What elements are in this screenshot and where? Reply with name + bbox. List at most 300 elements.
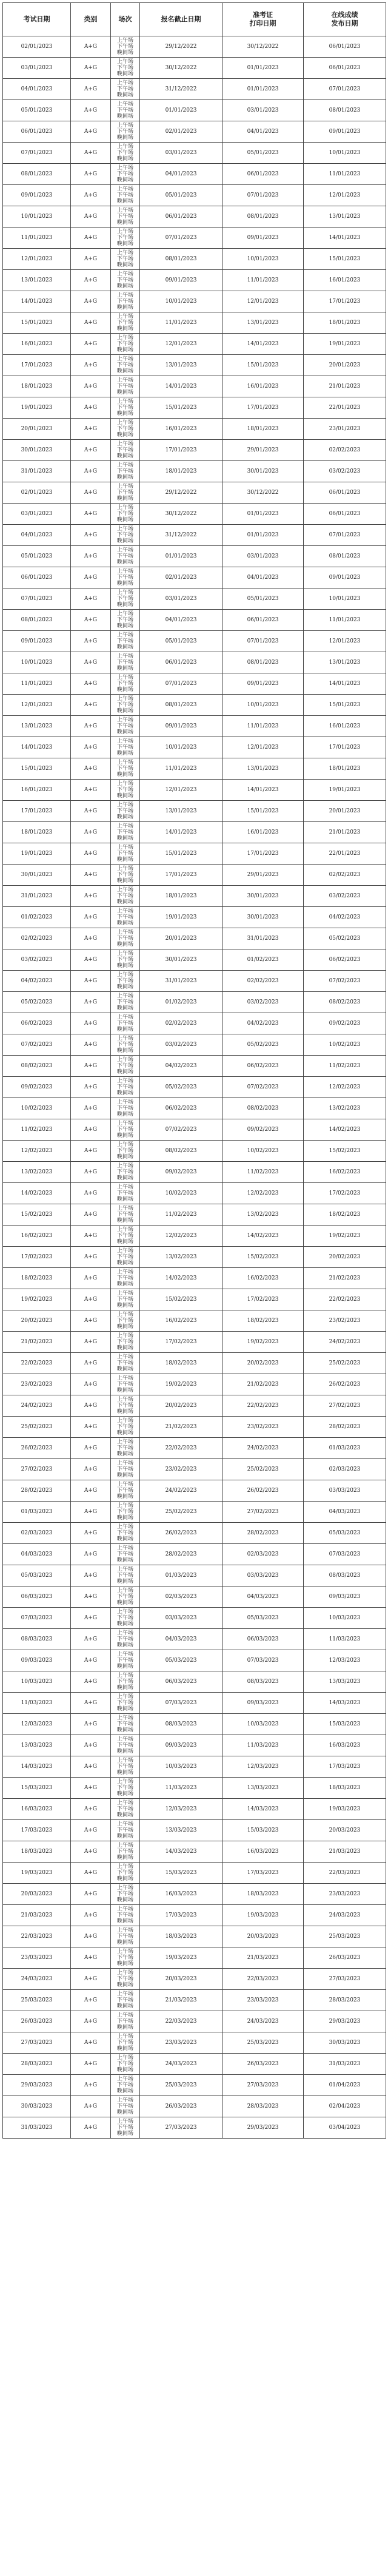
- admission-ticket-print-date-cell: 23/03/2023: [222, 1990, 304, 2011]
- table-row: [3, 206, 386, 228]
- admission-ticket-print-date-cell: 30/01/2023: [222, 461, 304, 482]
- category-cell: A+G: [71, 1077, 111, 1098]
- registration-deadline-cell: 04/01/2023: [140, 610, 222, 631]
- registration-deadline-cell: 05/03/2023: [140, 1650, 222, 1671]
- category-cell: A+G: [71, 758, 111, 780]
- table-row: [3, 567, 386, 588]
- registration-deadline-cell: 19/01/2023: [140, 907, 222, 928]
- online-results-release-date-cell: 17/01/2023: [304, 737, 386, 758]
- admission-ticket-print-date-cell: 12/03/2023: [222, 1756, 304, 1778]
- online-results-release-date-cell: 04/03/2023: [304, 1502, 386, 1523]
- registration-deadline-cell: 10/01/2023: [140, 291, 222, 312]
- admission-ticket-print-date-cell: 05/02/2023: [222, 1034, 304, 1056]
- exam-date-cell: 17/01/2023: [3, 355, 71, 376]
- registration-deadline-cell: 08/02/2023: [140, 1141, 222, 1162]
- exam-date-cell: 28/02/2023: [3, 1480, 71, 1502]
- admission-ticket-print-date-cell: 05/01/2023: [222, 588, 304, 610]
- category-cell: A+G: [71, 1947, 111, 1969]
- exam-date-cell: 11/01/2023: [3, 673, 71, 695]
- registration-deadline-cell: 29/12/2022: [140, 36, 222, 58]
- category-cell: A+G: [71, 780, 111, 801]
- category-cell: A+G: [71, 1502, 111, 1523]
- admission-ticket-print-date-cell: 11/03/2023: [222, 1735, 304, 1756]
- table-row: [3, 79, 386, 100]
- session-cell: 上午场 下午场 晚间场: [111, 992, 140, 1013]
- session-cell: 上午场 下午场 晚间场: [111, 1119, 140, 1141]
- admission-ticket-print-date-cell: 22/03/2023: [222, 1969, 304, 1990]
- category-cell: A+G: [71, 185, 111, 206]
- registration-deadline-cell: 26/03/2023: [140, 2096, 222, 2117]
- online-results-release-date-cell: 18/03/2023: [304, 1778, 386, 1799]
- category-cell: A+G: [71, 121, 111, 143]
- table-row: [3, 588, 386, 610]
- exam-date-cell: 27/02/2023: [3, 1459, 71, 1480]
- registration-deadline-cell: 11/01/2023: [140, 312, 222, 334]
- exam-date-cell: 03/01/2023: [3, 58, 71, 79]
- session-cell: 上午场 下午场 晚间场: [111, 1353, 140, 1374]
- category-cell: A+G: [71, 928, 111, 949]
- registration-deadline-cell: 08/01/2023: [140, 695, 222, 716]
- admission-ticket-print-date-cell: 18/03/2023: [222, 1884, 304, 1905]
- category-cell: A+G: [71, 1034, 111, 1056]
- table-row: [3, 1671, 386, 1693]
- category-cell: A+G: [71, 652, 111, 673]
- registration-deadline-cell: 17/01/2023: [140, 440, 222, 461]
- category-cell: A+G: [71, 1310, 111, 1332]
- table-row: [3, 1523, 386, 1544]
- category-cell: A+G: [71, 1438, 111, 1459]
- exam-date-cell: 04/01/2023: [3, 525, 71, 546]
- online-results-release-date-cell: 22/01/2023: [304, 843, 386, 865]
- session-cell: 上午场 下午场 晚间场: [111, 780, 140, 801]
- session-cell: 上午场 下午场 晚间场: [111, 206, 140, 228]
- category-cell: A+G: [71, 58, 111, 79]
- category-cell: A+G: [71, 1417, 111, 1438]
- session-cell: 上午场 下午场 晚间场: [111, 164, 140, 185]
- registration-deadline-cell: 14/03/2023: [140, 1841, 222, 1863]
- session-cell: 上午场 下午场 晚间场: [111, 716, 140, 737]
- category-cell: A+G: [71, 801, 111, 822]
- registration-deadline-cell: 08/03/2023: [140, 1714, 222, 1735]
- category-cell: A+G: [71, 461, 111, 482]
- table-row: [3, 1629, 386, 1650]
- session-cell: 上午场 下午场 晚间场: [111, 1671, 140, 1693]
- registration-deadline-cell: 13/01/2023: [140, 801, 222, 822]
- table-row: [3, 2075, 386, 2096]
- exam-date-cell: 18/01/2023: [3, 822, 71, 843]
- admission-ticket-print-date-cell: 06/02/2023: [222, 1056, 304, 1077]
- exam-date-cell: 18/01/2023: [3, 376, 71, 397]
- admission-ticket-print-date-cell: 11/01/2023: [222, 270, 304, 291]
- session-cell: 上午场 下午场 晚间场: [111, 2117, 140, 2139]
- registration-deadline-cell: 16/03/2023: [140, 1884, 222, 1905]
- admission-ticket-print-date-cell: 19/03/2023: [222, 1905, 304, 1926]
- table-row: [3, 1141, 386, 1162]
- online-results-release-date-cell: 09/01/2023: [304, 121, 386, 143]
- online-results-release-date-cell: 28/03/2023: [304, 1990, 386, 2011]
- table-row: [3, 843, 386, 865]
- exam-date-cell: 16/02/2023: [3, 1226, 71, 1247]
- session-cell: 上午场 下午场 晚间场: [111, 185, 140, 206]
- registration-deadline-cell: 22/02/2023: [140, 1438, 222, 1459]
- exam-date-cell: 07/03/2023: [3, 1608, 71, 1629]
- header-admission-ticket-print-date: 准考证 打印日期: [222, 3, 304, 36]
- table-row: [3, 1735, 386, 1756]
- table-row: [3, 1502, 386, 1523]
- registration-deadline-cell: 27/03/2023: [140, 2117, 222, 2139]
- registration-deadline-cell: 09/02/2023: [140, 1162, 222, 1183]
- exam-date-cell: 28/03/2023: [3, 2054, 71, 2075]
- registration-deadline-cell: 09/03/2023: [140, 1735, 222, 1756]
- admission-ticket-print-date-cell: 13/01/2023: [222, 758, 304, 780]
- admission-ticket-print-date-cell: 09/03/2023: [222, 1693, 304, 1714]
- online-results-release-date-cell: 07/03/2023: [304, 1544, 386, 1565]
- registration-deadline-cell: 11/01/2023: [140, 758, 222, 780]
- registration-deadline-cell: 02/02/2023: [140, 1013, 222, 1034]
- session-cell: 上午场 下午场 晚间场: [111, 2096, 140, 2117]
- table-row: [3, 546, 386, 567]
- session-cell: 上午场 下午场 晚间场: [111, 440, 140, 461]
- exam-date-cell: 19/03/2023: [3, 1863, 71, 1884]
- registration-deadline-cell: 24/03/2023: [140, 2054, 222, 2075]
- category-cell: A+G: [71, 886, 111, 907]
- admission-ticket-print-date-cell: 06/01/2023: [222, 610, 304, 631]
- online-results-release-date-cell: 10/03/2023: [304, 1608, 386, 1629]
- registration-deadline-cell: 12/01/2023: [140, 780, 222, 801]
- exam-date-cell: 22/02/2023: [3, 1353, 71, 1374]
- table-row: [3, 695, 386, 716]
- category-cell: A+G: [71, 822, 111, 843]
- exam-date-cell: 04/03/2023: [3, 1544, 71, 1565]
- exam-date-cell: 19/01/2023: [3, 397, 71, 419]
- table-row: [3, 673, 386, 695]
- table-row: [3, 1841, 386, 1863]
- table-row: [3, 228, 386, 249]
- admission-ticket-print-date-cell: 24/02/2023: [222, 1438, 304, 1459]
- exam-date-cell: 27/03/2023: [3, 2032, 71, 2054]
- registration-deadline-cell: 03/01/2023: [140, 143, 222, 164]
- exam-date-cell: 12/01/2023: [3, 695, 71, 716]
- exam-date-cell: 12/02/2023: [3, 1141, 71, 1162]
- registration-deadline-cell: 10/01/2023: [140, 737, 222, 758]
- category-cell: A+G: [71, 1799, 111, 1820]
- category-cell: A+G: [71, 695, 111, 716]
- online-results-release-date-cell: 25/02/2023: [304, 1353, 386, 1374]
- exam-date-cell: 20/02/2023: [3, 1310, 71, 1332]
- category-cell: A+G: [71, 1756, 111, 1778]
- exam-date-cell: 26/02/2023: [3, 1438, 71, 1459]
- exam-date-cell: 30/03/2023: [3, 2096, 71, 2117]
- table-row: [3, 1268, 386, 1289]
- registration-deadline-cell: 08/01/2023: [140, 249, 222, 270]
- admission-ticket-print-date-cell: 04/02/2023: [222, 1013, 304, 1034]
- session-cell: 上午场 下午场 晚间场: [111, 1799, 140, 1820]
- admission-ticket-print-date-cell: 07/01/2023: [222, 185, 304, 206]
- admission-ticket-print-date-cell: 30/01/2023: [222, 907, 304, 928]
- table-row: [3, 737, 386, 758]
- exam-date-cell: 17/01/2023: [3, 801, 71, 822]
- registration-deadline-cell: 01/02/2023: [140, 992, 222, 1013]
- online-results-release-date-cell: 19/02/2023: [304, 1226, 386, 1247]
- online-results-release-date-cell: 03/04/2023: [304, 2117, 386, 2139]
- table-row: [3, 440, 386, 461]
- exam-date-cell: 06/02/2023: [3, 1013, 71, 1034]
- table-row: [3, 2117, 386, 2139]
- table-row: [3, 907, 386, 928]
- table-row: [3, 1310, 386, 1332]
- registration-deadline-cell: 01/01/2023: [140, 100, 222, 121]
- session-cell: 上午场 下午场 晚间场: [111, 1459, 140, 1480]
- online-results-release-date-cell: 29/03/2023: [304, 2011, 386, 2032]
- table-row: [3, 1204, 386, 1226]
- session-cell: 上午场 下午场 晚间场: [111, 1884, 140, 1905]
- admission-ticket-print-date-cell: 05/01/2023: [222, 143, 304, 164]
- online-results-release-date-cell: 21/01/2023: [304, 822, 386, 843]
- category-cell: A+G: [71, 1162, 111, 1183]
- admission-ticket-print-date-cell: 30/12/2022: [222, 36, 304, 58]
- category-cell: A+G: [71, 291, 111, 312]
- category-cell: A+G: [71, 843, 111, 865]
- table-row: [3, 1374, 386, 1395]
- admission-ticket-print-date-cell: 20/02/2023: [222, 1353, 304, 1374]
- admission-ticket-print-date-cell: 21/02/2023: [222, 1374, 304, 1395]
- table-row: [3, 2011, 386, 2032]
- admission-ticket-print-date-cell: 08/02/2023: [222, 1098, 304, 1119]
- registration-deadline-cell: 11/02/2023: [140, 1204, 222, 1226]
- table-row: [3, 1417, 386, 1438]
- online-results-release-date-cell: 19/03/2023: [304, 1799, 386, 1820]
- category-cell: A+G: [71, 312, 111, 334]
- online-results-release-date-cell: 27/03/2023: [304, 1969, 386, 1990]
- admission-ticket-print-date-cell: 30/12/2022: [222, 482, 304, 504]
- category-cell: A+G: [71, 907, 111, 928]
- table-row: [3, 397, 386, 419]
- admission-ticket-print-date-cell: 01/01/2023: [222, 525, 304, 546]
- admission-ticket-print-date-cell: 26/03/2023: [222, 2054, 304, 2075]
- table-row: [3, 822, 386, 843]
- exam-date-cell: 01/03/2023: [3, 1502, 71, 1523]
- online-results-release-date-cell: 16/01/2023: [304, 716, 386, 737]
- exam-date-cell: 05/01/2023: [3, 546, 71, 567]
- exam-date-cell: 08/03/2023: [3, 1629, 71, 1650]
- table-row: [3, 780, 386, 801]
- table-row: [3, 1544, 386, 1565]
- session-cell: 上午场 下午场 晚间场: [111, 1820, 140, 1841]
- admission-ticket-print-date-cell: 17/03/2023: [222, 1863, 304, 1884]
- exam-date-cell: 01/02/2023: [3, 907, 71, 928]
- category-cell: A+G: [71, 737, 111, 758]
- category-cell: A+G: [71, 1523, 111, 1544]
- registration-deadline-cell: 16/01/2023: [140, 419, 222, 440]
- admission-ticket-print-date-cell: 08/01/2023: [222, 652, 304, 673]
- online-results-release-date-cell: 20/02/2023: [304, 1247, 386, 1268]
- category-cell: A+G: [71, 249, 111, 270]
- session-cell: 上午场 下午场 晚间场: [111, 334, 140, 355]
- category-cell: A+G: [71, 419, 111, 440]
- table-row: [3, 1438, 386, 1459]
- admission-ticket-print-date-cell: 21/03/2023: [222, 1947, 304, 1969]
- category-cell: A+G: [71, 716, 111, 737]
- exam-date-cell: 15/03/2023: [3, 1778, 71, 1799]
- table-row: [3, 1395, 386, 1417]
- session-cell: 上午场 下午场 晚间场: [111, 949, 140, 971]
- category-cell: A+G: [71, 610, 111, 631]
- table-row: [3, 100, 386, 121]
- registration-deadline-cell: 31/12/2022: [140, 525, 222, 546]
- table-row: [3, 1226, 386, 1247]
- table-row: [3, 1332, 386, 1353]
- category-cell: A+G: [71, 1629, 111, 1650]
- session-cell: 上午场 下午场 晚间场: [111, 482, 140, 504]
- exam-date-cell: 18/02/2023: [3, 1268, 71, 1289]
- exam-date-cell: 03/01/2023: [3, 504, 71, 525]
- category-cell: A+G: [71, 2054, 111, 2075]
- table-row: [3, 928, 386, 949]
- registration-deadline-cell: 05/01/2023: [140, 185, 222, 206]
- online-results-release-date-cell: 06/01/2023: [304, 482, 386, 504]
- table-row: [3, 270, 386, 291]
- admission-ticket-print-date-cell: 13/02/2023: [222, 1204, 304, 1226]
- exam-date-cell: 15/01/2023: [3, 312, 71, 334]
- online-results-release-date-cell: 13/03/2023: [304, 1671, 386, 1693]
- table-row: [3, 121, 386, 143]
- admission-ticket-print-date-cell: 15/03/2023: [222, 1820, 304, 1841]
- admission-ticket-print-date-cell: 02/03/2023: [222, 1544, 304, 1565]
- registration-deadline-cell: 04/03/2023: [140, 1629, 222, 1650]
- registration-deadline-cell: 14/01/2023: [140, 376, 222, 397]
- table-row: [3, 291, 386, 312]
- table-row: [3, 1714, 386, 1735]
- exam-date-cell: 19/01/2023: [3, 843, 71, 865]
- session-cell: 上午场 下午场 晚间场: [111, 36, 140, 58]
- online-results-release-date-cell: 21/01/2023: [304, 376, 386, 397]
- registration-deadline-cell: 30/01/2023: [140, 949, 222, 971]
- session-cell: 上午场 下午场 晚间场: [111, 228, 140, 249]
- table-row: [3, 2096, 386, 2117]
- category-cell: A+G: [71, 270, 111, 291]
- online-results-release-date-cell: 07/02/2023: [304, 971, 386, 992]
- registration-deadline-cell: 30/12/2022: [140, 58, 222, 79]
- online-results-release-date-cell: 13/01/2023: [304, 206, 386, 228]
- admission-ticket-print-date-cell: 26/02/2023: [222, 1480, 304, 1502]
- exam-date-cell: 02/01/2023: [3, 482, 71, 504]
- category-cell: A+G: [71, 36, 111, 58]
- online-results-release-date-cell: 06/02/2023: [304, 949, 386, 971]
- table-row: [3, 1947, 386, 1969]
- exam-date-cell: 06/01/2023: [3, 121, 71, 143]
- online-results-release-date-cell: 23/01/2023: [304, 419, 386, 440]
- admission-ticket-print-date-cell: 17/02/2023: [222, 1289, 304, 1310]
- table-row: [3, 610, 386, 631]
- admission-ticket-print-date-cell: 07/02/2023: [222, 1077, 304, 1098]
- admission-ticket-print-date-cell: 03/01/2023: [222, 546, 304, 567]
- admission-ticket-print-date-cell: 08/03/2023: [222, 1671, 304, 1693]
- online-results-release-date-cell: 06/01/2023: [304, 504, 386, 525]
- online-results-release-date-cell: 07/01/2023: [304, 525, 386, 546]
- category-cell: A+G: [71, 631, 111, 652]
- admission-ticket-print-date-cell: 12/01/2023: [222, 737, 304, 758]
- session-cell: 上午场 下午场 晚间场: [111, 1077, 140, 1098]
- session-cell: 上午场 下午场 晚间场: [111, 567, 140, 588]
- admission-ticket-print-date-cell: 01/01/2023: [222, 504, 304, 525]
- online-results-release-date-cell: 14/01/2023: [304, 228, 386, 249]
- online-results-release-date-cell: 17/02/2023: [304, 1183, 386, 1204]
- exam-date-cell: 15/01/2023: [3, 758, 71, 780]
- session-cell: 上午场 下午场 晚间场: [111, 907, 140, 928]
- table-row: [3, 461, 386, 482]
- online-results-release-date-cell: 19/01/2023: [304, 334, 386, 355]
- registration-deadline-cell: 15/03/2023: [140, 1863, 222, 1884]
- online-results-release-date-cell: 11/03/2023: [304, 1629, 386, 1650]
- table-row: [3, 334, 386, 355]
- admission-ticket-print-date-cell: 29/01/2023: [222, 865, 304, 886]
- category-cell: A+G: [71, 1459, 111, 1480]
- admission-ticket-print-date-cell: 06/03/2023: [222, 1629, 304, 1650]
- registration-deadline-cell: 07/01/2023: [140, 228, 222, 249]
- admission-ticket-print-date-cell: 10/02/2023: [222, 1141, 304, 1162]
- exam-date-cell: 11/01/2023: [3, 228, 71, 249]
- online-results-release-date-cell: 25/03/2023: [304, 1926, 386, 1947]
- category-cell: A+G: [71, 1013, 111, 1034]
- exam-date-cell: 06/01/2023: [3, 567, 71, 588]
- online-results-release-date-cell: 18/02/2023: [304, 1204, 386, 1226]
- exam-date-cell: 16/03/2023: [3, 1799, 71, 1820]
- session-cell: 上午场 下午场 晚间场: [111, 143, 140, 164]
- table-row: [3, 1056, 386, 1077]
- category-cell: A+G: [71, 1714, 111, 1735]
- admission-ticket-print-date-cell: 16/02/2023: [222, 1268, 304, 1289]
- registration-deadline-cell: 09/01/2023: [140, 270, 222, 291]
- exam-date-cell: 21/02/2023: [3, 1332, 71, 1353]
- session-cell: 上午场 下午场 晚间场: [111, 1969, 140, 1990]
- table-row: [3, 1119, 386, 1141]
- session-cell: 上午场 下午场 晚间场: [111, 1990, 140, 2011]
- table-row: [3, 652, 386, 673]
- registration-deadline-cell: 13/01/2023: [140, 355, 222, 376]
- category-cell: A+G: [71, 1841, 111, 1863]
- session-cell: 上午场 下午场 晚间场: [111, 100, 140, 121]
- registration-deadline-cell: 15/01/2023: [140, 843, 222, 865]
- session-cell: 上午场 下午场 晚间场: [111, 886, 140, 907]
- session-cell: 上午场 下午场 晚间场: [111, 1480, 140, 1502]
- exam-date-cell: 10/03/2023: [3, 1671, 71, 1693]
- online-results-release-date-cell: 11/01/2023: [304, 610, 386, 631]
- admission-ticket-print-date-cell: 15/01/2023: [222, 801, 304, 822]
- admission-ticket-print-date-cell: 03/03/2023: [222, 1565, 304, 1586]
- table-row: [3, 865, 386, 886]
- category-cell: A+G: [71, 1395, 111, 1417]
- admission-ticket-print-date-cell: 03/01/2023: [222, 100, 304, 121]
- session-cell: 上午场 下午场 晚间场: [111, 1374, 140, 1395]
- session-cell: 上午场 下午场 晚间场: [111, 822, 140, 843]
- registration-deadline-cell: 06/03/2023: [140, 1671, 222, 1693]
- category-cell: A+G: [71, 334, 111, 355]
- online-results-release-date-cell: 02/03/2023: [304, 1459, 386, 1480]
- session-cell: 上午场 下午场 晚间场: [111, 1268, 140, 1289]
- category-cell: A+G: [71, 1119, 111, 1141]
- category-cell: A+G: [71, 1990, 111, 2011]
- exam-date-cell: 12/03/2023: [3, 1714, 71, 1735]
- exam-date-cell: 02/01/2023: [3, 36, 71, 58]
- online-results-release-date-cell: 02/02/2023: [304, 440, 386, 461]
- table-row: [3, 1820, 386, 1841]
- admission-ticket-print-date-cell: 18/02/2023: [222, 1310, 304, 1332]
- category-cell: A+G: [71, 1926, 111, 1947]
- online-results-release-date-cell: 09/03/2023: [304, 1586, 386, 1608]
- table-row: [3, 1926, 386, 1947]
- registration-deadline-cell: 20/03/2023: [140, 1969, 222, 1990]
- online-results-release-date-cell: 09/01/2023: [304, 567, 386, 588]
